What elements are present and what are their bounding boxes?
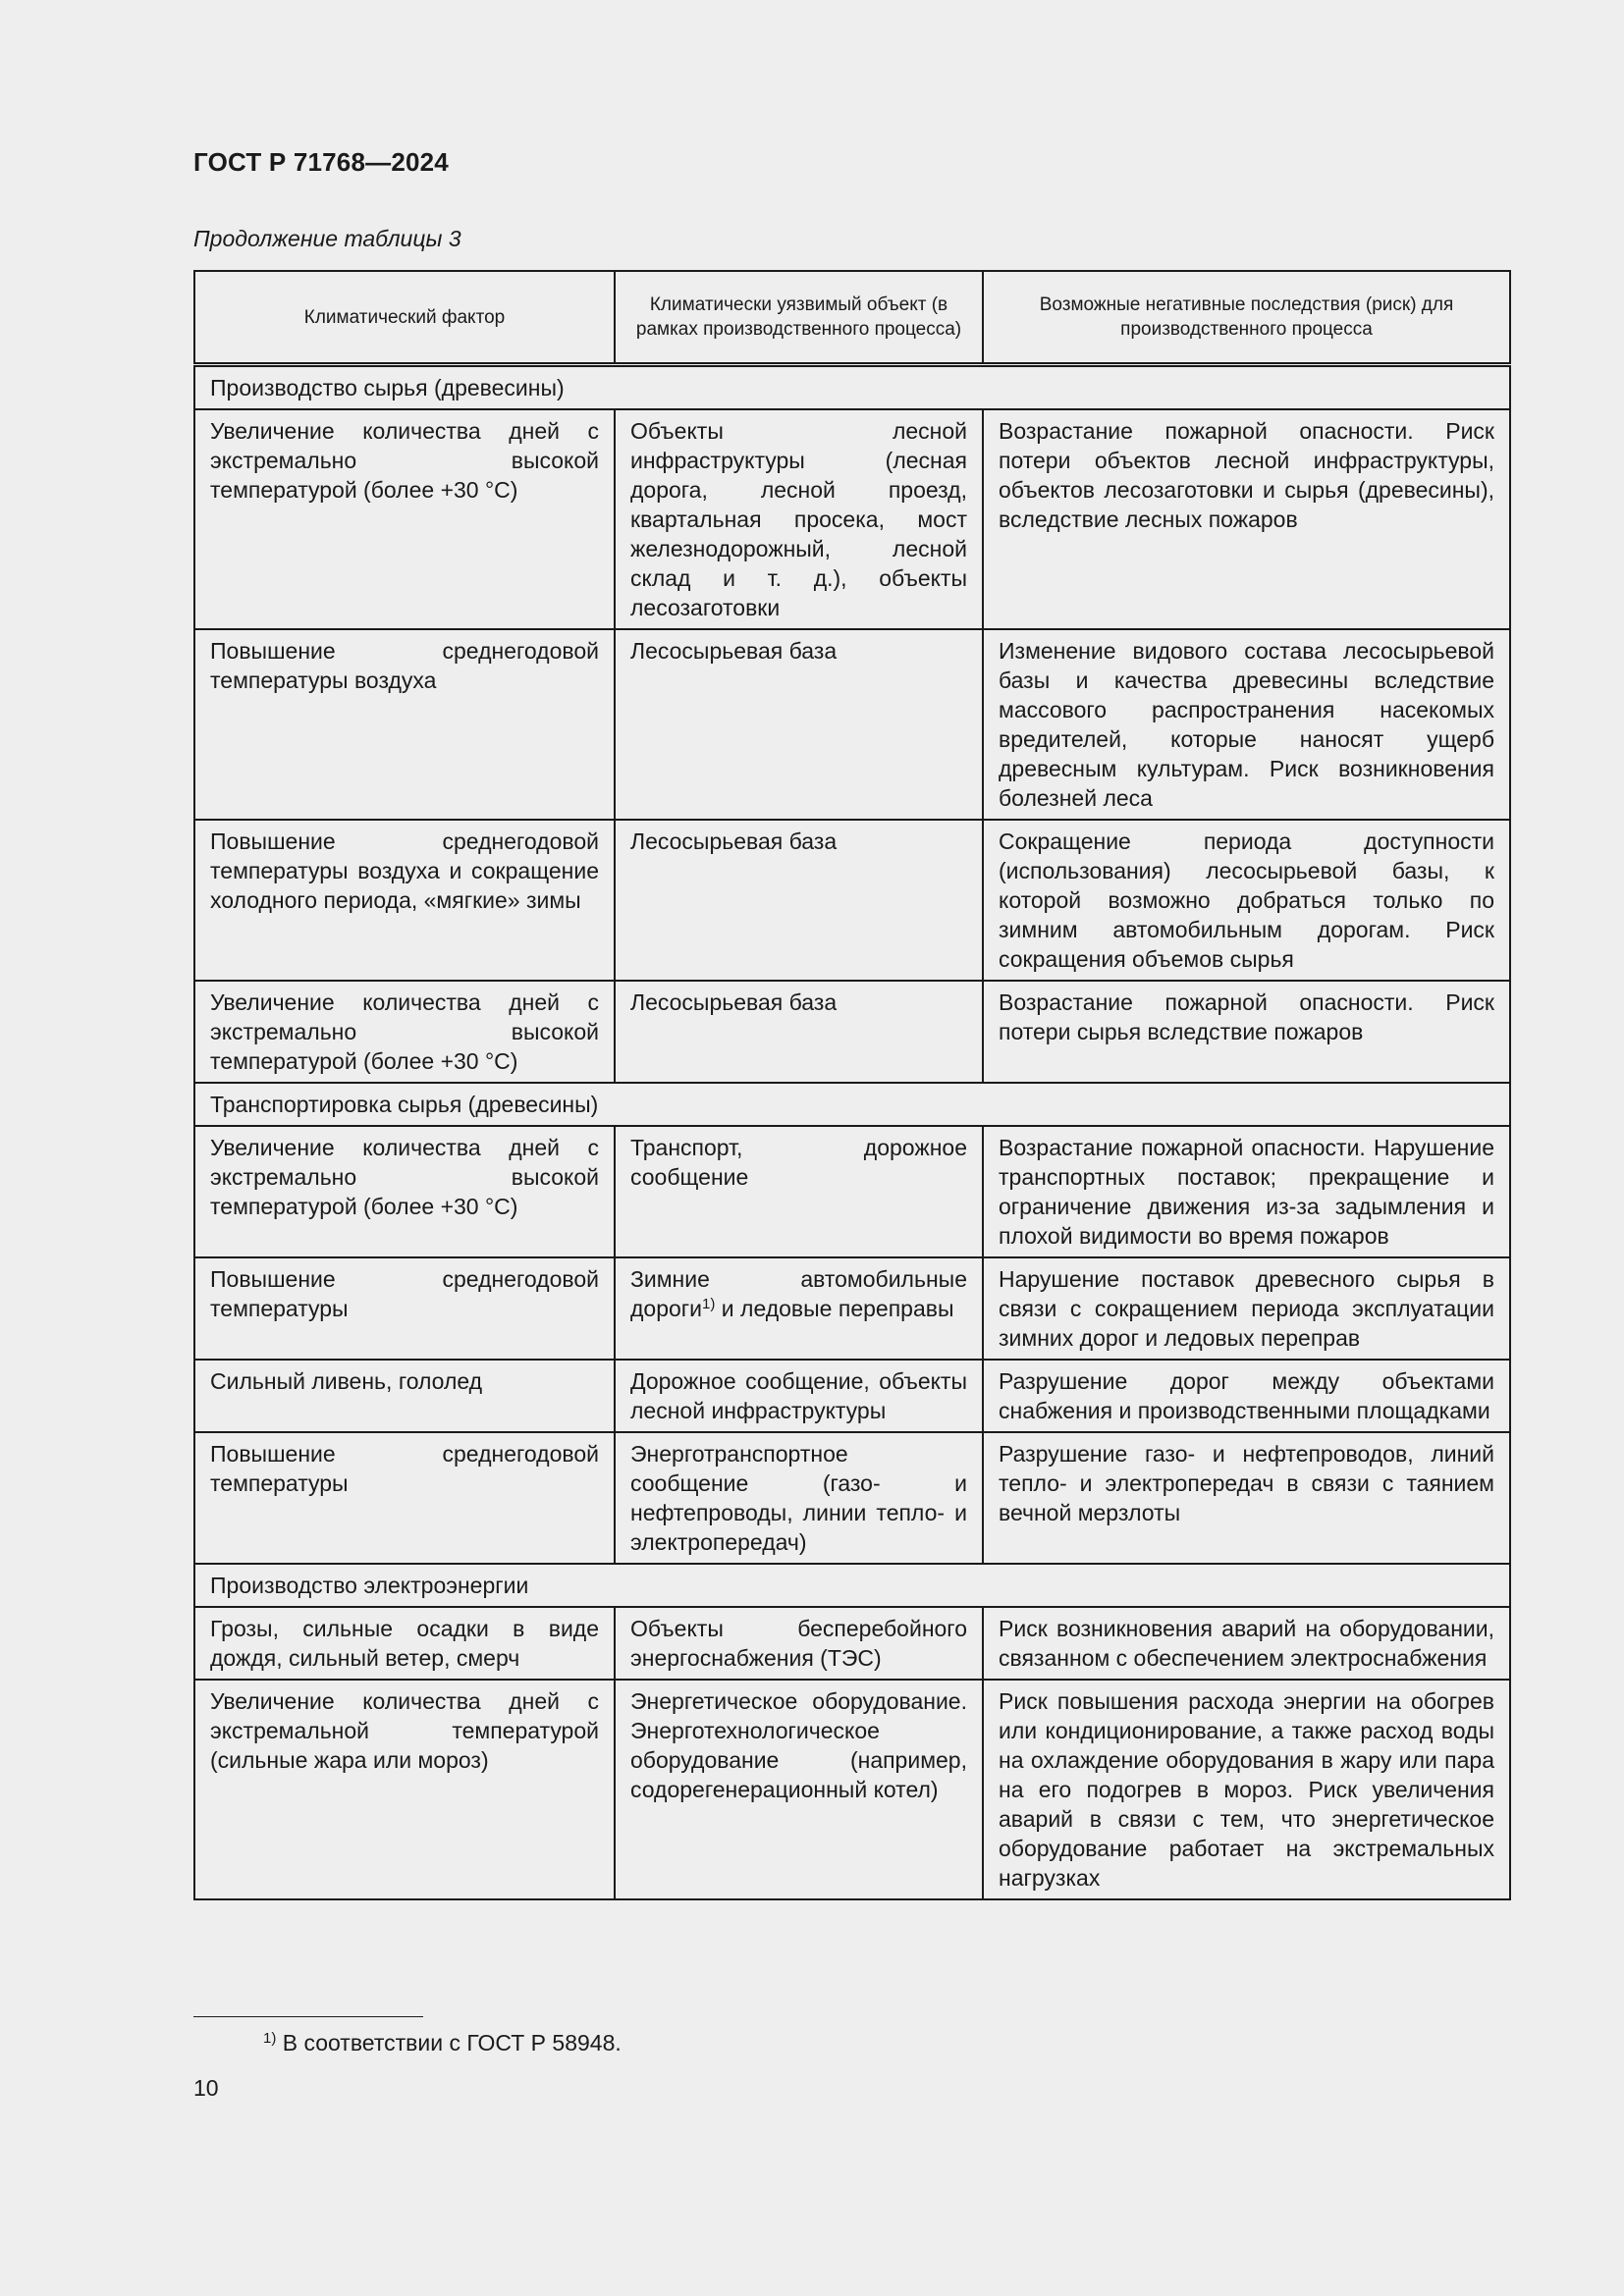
factor-cell: Увеличение количества дней с экстремальной температурой (сильные жара или мороз) — [194, 1680, 615, 1899]
table-header-row — [194, 271, 1510, 365]
footnote-mark: 1) — [263, 2030, 277, 2047]
factor-cell: Повышение среднегодовой температуры воздуха и сокращение холодного периода, «мягкие» зимы — [194, 820, 615, 981]
object-cell — [615, 1257, 983, 1360]
column-header-risk: Возможные негативные последствия (риск) для производственного процесса — [983, 271, 1510, 365]
table-row — [194, 409, 1510, 629]
object-cell: Лесосырьевая база — [615, 820, 983, 981]
page-number: 10 — [193, 2075, 219, 2101]
table-row — [194, 1432, 1510, 1564]
section-title: Транспортировка сырья (древесины) — [194, 1083, 1510, 1126]
table-row — [194, 1680, 1510, 1899]
factor-cell: Повышение среднегодовой температуры — [194, 1432, 615, 1564]
table-row — [194, 981, 1510, 1083]
object-cell: Энерготранспортное сообщение (газо- и нефтепроводы, линии тепло- и электропередач) — [615, 1432, 983, 1564]
table-row — [194, 820, 1510, 981]
table-row — [194, 629, 1510, 820]
table-row — [194, 1257, 1510, 1360]
section-title: Производство электроэнергии — [194, 1564, 1510, 1607]
factor-cell: Увеличение количества дней с экстремально высокой температурой (более +30 °С) — [194, 1126, 615, 1257]
object-cell: Объекты лесной инфраструктуры (лесная дорога, лесной проезд, квартальная просека, мост железнодорожный, лесной склад и т. д.), объекты лесозаготовки — [615, 409, 983, 629]
section-row — [194, 365, 1510, 410]
factor-cell: Увеличение количества дней с экстремально высокой температурой (более +30 °С) — [194, 409, 615, 629]
table-row — [194, 1126, 1510, 1257]
factor-cell: Повышение среднегодовой температуры воздуха — [194, 629, 615, 820]
climate-risk-table — [193, 270, 1511, 1900]
footnote-reference: 1) — [702, 1296, 716, 1312]
object-text: Зимние автомобильные дороги — [630, 1266, 967, 1321]
object-cell: Энергетическое оборудование. Энерготехнологическое оборудование (например, содорегенерационный котел) — [615, 1680, 983, 1899]
risk-cell: Разрушение дорог между объектами снабжения и производственными площадками — [983, 1360, 1510, 1432]
factor-cell: Повышение среднегодовой температуры — [194, 1257, 615, 1360]
object-cell: Транспорт, дорожное сообщение — [615, 1126, 983, 1257]
factor-cell: Сильный ливень, гололед — [194, 1360, 615, 1432]
risk-cell: Разрушение газо- и нефтепроводов, линий тепло- и электропередач в связи с таянием вечной мерзлоты — [983, 1432, 1510, 1564]
footnote — [263, 2030, 622, 2056]
factor-cell: Увеличение количества дней с экстремально высокой температурой (более +30 °С) — [194, 981, 615, 1083]
risk-cell: Возрастание пожарной опасности. Нарушение транспортных поставок; прекращение и ограничение движения из-за задымления и плохой видимости во время пожаров — [983, 1126, 1510, 1257]
risk-cell: Возрастание пожарной опасности. Риск потери сырья вследствие пожаров — [983, 981, 1510, 1083]
factor-cell: Грозы, сильные осадки в виде дождя, сильный ветер, смерч — [194, 1607, 615, 1680]
column-header-object: Климатически уязвимый объект (в рамках производственного процесса) — [615, 271, 983, 365]
object-cell: Лесосырьевая база — [615, 981, 983, 1083]
risk-cell: Риск возникновения аварий на оборудовании, связанном с обеспечением электроснабжения — [983, 1607, 1510, 1680]
footnote-separator — [193, 2016, 423, 2017]
risk-cell: Сокращение периода доступности (использования) лесосырьевой базы, к которой возможно добраться только по зимним автомобильным дорогам. Риск сокращения объемов сырья — [983, 820, 1510, 981]
risk-cell: Риск повышения расхода энергии на обогрев или кондиционирование, а также расход воды на охлаждение оборудования в жару или пара на его подогрев в мороз. Риск увеличения аварий в связи с тем, что энергетическое оборудование работает на экстремальных нагрузках — [983, 1680, 1510, 1899]
risk-cell: Нарушение поставок древесного сырья в связи с сокращением периода эксплуатации зимних дорог и ледовых переправ — [983, 1257, 1510, 1360]
table-row — [194, 1360, 1510, 1432]
object-cell: Дорожное сообщение, объекты лесной инфраструктуры — [615, 1360, 983, 1432]
risk-cell: Изменение видового состава лесосырьевой базы и качества древесины вследствие массового распространения насекомых вредителей, которые наносят ущерб древесным культурам. Риск возникновения болезней леса — [983, 629, 1510, 820]
object-cell: Объекты бесперебойного энергоснабжения (ТЭС) — [615, 1607, 983, 1680]
object-text-continued: и ледовые переправы — [715, 1296, 954, 1321]
risk-cell: Возрастание пожарной опасности. Риск потери объектов лесной инфраструктуры, объектов лесозаготовки и сырья (древесины), вследствие лесных пожаров — [983, 409, 1510, 629]
footnote-text: В соответствии с ГОСТ Р 58948. — [276, 2030, 622, 2056]
document-id: ГОСТ Р 71768—2024 — [193, 147, 449, 177]
section-row — [194, 1564, 1510, 1607]
table-continuation-caption: Продолжение таблицы 3 — [193, 226, 461, 251]
column-header-factor: Климатический фактор — [194, 271, 615, 365]
object-cell: Лесосырьевая база — [615, 629, 983, 820]
table-row — [194, 1607, 1510, 1680]
section-title: Производство сырья (древесины) — [194, 365, 1510, 410]
section-row — [194, 1083, 1510, 1126]
